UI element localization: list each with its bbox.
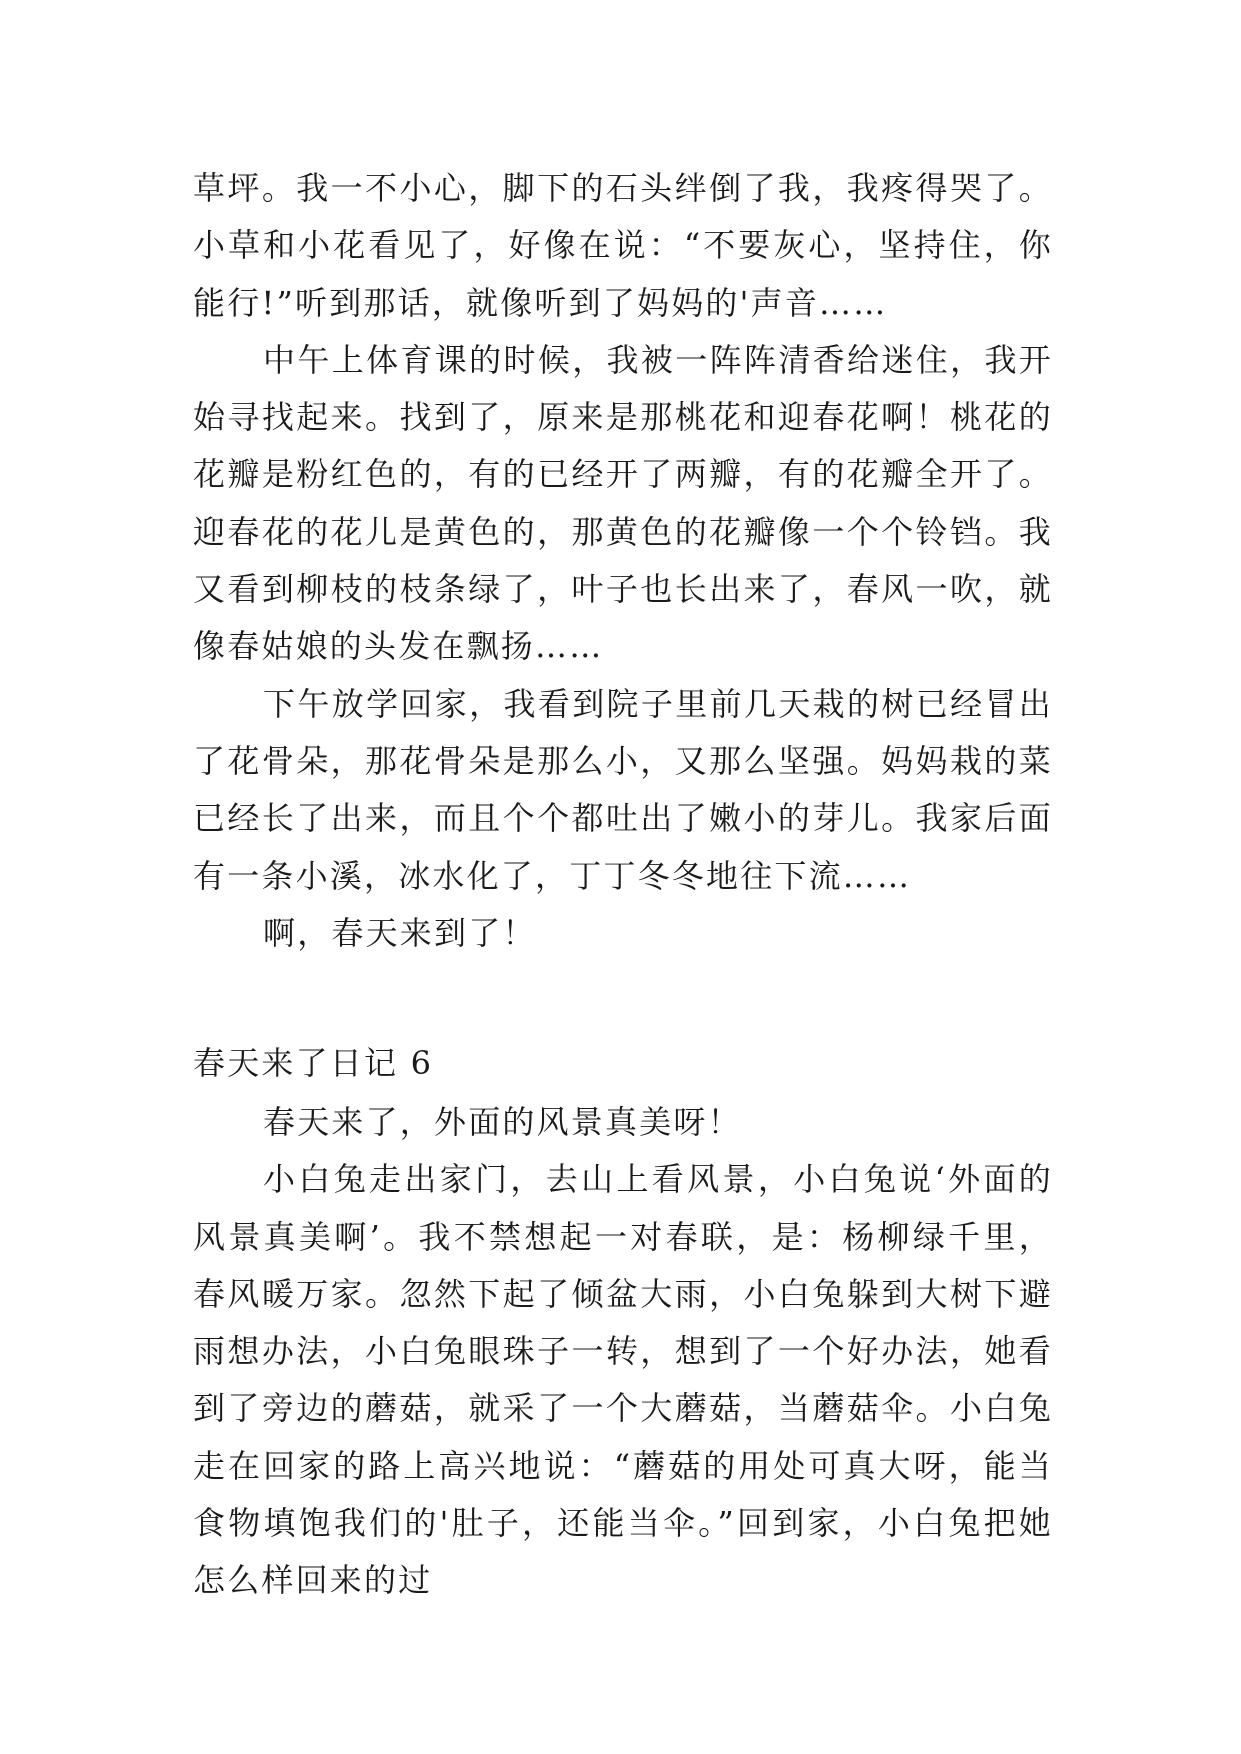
paragraph-spring-arrived: 啊，春天来到了！ xyxy=(263,913,537,952)
continued-paragraph: 草坪。我一不小心，脚下的石头绊倒了我，我疼得哭了。小草和小花看见了，好像在说：“不要灰心，坚持住，你能行!”听到那话，就像听到了妈妈的'声音…… xyxy=(193,169,1053,322)
paragraph-scenery: 春天来了，外面的风景真美呀！ xyxy=(263,1103,742,1141)
document-body-section-6 xyxy=(193,1094,1053,1610)
paragraph-noon-pe-class: 中午上体育课的时候，我被一阵阵清香给迷住，我开始寻找起来。找到了，原来是那桃花和迎春花啊！桃花的花瓣是粉红色的，有的已经开了两瓣，有的花瓣全开了。迎春花的花儿是黄色的，那黄色的花瓣像一个个铃铛。我又看到柳枝的枝条绿了，叶子也长出来了，春风一吹，就像春姑娘的头发在飘扬…… xyxy=(193,340,1053,666)
document-body xyxy=(193,160,1053,962)
section-title: 春天来了日记 6 xyxy=(193,1044,434,1082)
paragraph-after-school: 下午放学回家，我看到院子里前几天栽的树已经冒出了花骨朵，那花骨朵是那么小，又那么坚强。妈妈栽的菜已经长了出来，而且个个都吐出了嫩小的芽儿。我家后面有一条小溪，冰水化了，丁丁冬冬地往下流…… xyxy=(193,684,1053,895)
paragraph-white-rabbit: 小白兔走出家门，去山上看风景，小白兔说‘外面的风景真美啊’。我不禁想起一对春联，是：杨柳绿千里，春风暖万家。忽然下起了倾盆大雨，小白兔躲到大树下避雨想办法，小白兔眼珠子一转，想到了一个好办法，她看到了旁边的蘑菇，就采了一个大蘑菇，当蘑菇伞。小白兔走在回家的路上高兴地说：“蘑菇的用处可真大呀，能当食物填饱我们的'肚子，还能当伞。”回到家，小白兔把她怎么样回来的过 xyxy=(193,1160,1053,1600)
